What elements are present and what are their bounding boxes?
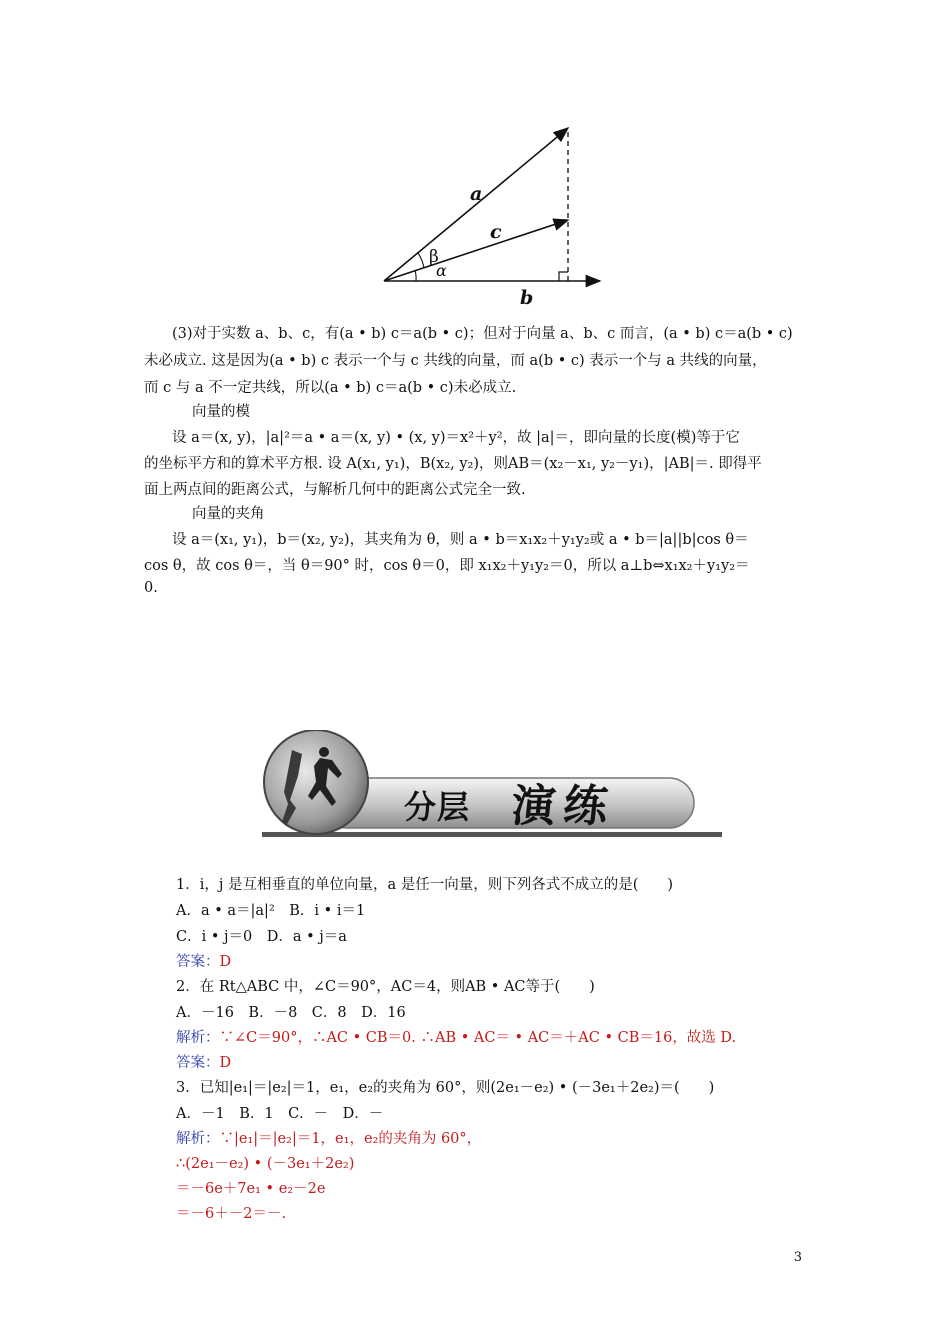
banner-graphic [262,730,722,842]
section1-line1: (3)对于实数 a、b、c，有(a • b) c＝a(b • c)；但对于向量 a、b、c 而言，(a • b) c＝a(b • c) [172,326,793,342]
vector-diagram [378,118,610,314]
question-3-solution-4: ＝－6＋－2＝－. [176,1206,287,1222]
vector-c-arrow [384,220,568,281]
question-2-solution [176,1026,736,1047]
right-angle-marker [559,272,568,281]
question-2-options: A．－16 B．－8 C．8 D．16 [176,1005,406,1021]
section3-line2: cos θ，故 cos θ＝，当 θ＝90° 时，cos θ＝0，即 x₁x₂＋y₁y₂＝0，所以 a⊥b⇔x₁x₂＋y₁y₂＝ [144,558,750,574]
question-3-options: A．－1 B．1 C．－ D．－ [176,1106,384,1122]
page-number: 3 [793,1250,802,1265]
solution-text: ∵|e₁|＝|e₂|＝1，e₁，e₂的夹角为 60°， [219,1131,482,1147]
section2-heading: 向量的模 [192,404,250,420]
question-2: 2．在 Rt△ABC 中，∠C＝90°，AC＝4，则AB • AC等于( ) [176,979,595,995]
banner-text-big: 演练 [508,781,619,832]
question-2-answer [176,1051,231,1072]
angle-beta-arc [418,253,424,268]
question-1-options-ab: A．a • a＝|a|² B．i • i＝1 [176,903,366,919]
section3-line1: 设 a＝(x₁, y₁)，b＝(x₂, y₂)，其夹角为 θ，则 a • b＝x₁x₂＋y₁y₂或 a • b＝|a||b|cos θ＝ [172,532,749,548]
question-3-solution-1 [176,1127,481,1148]
answer-label: 答案： [176,954,220,970]
section1-line2: 未必成立. 这是因为(a • b) c 表示一个与 c 共线的向量，而 a(b • c) 表示一个与 a 共线的向量， [144,353,767,369]
label-c: c [490,221,502,243]
question-3: 3．已知|e₁|＝|e₂|＝1，e₁，e₂的夹角为 60°，则(2e₁－e₂) • (－3e₁＋2e₂)＝( ) [176,1080,715,1096]
label-beta: β [429,247,439,267]
solution-text: ∵∠C＝90°，∴AC • CB＝0. ∴AB • AC＝ • AC＝＋AC • CB＝16，故选 D. [219,1030,737,1046]
section2-line1: 设 a＝(x, y)，|a|²＝a • a＝(x, y) • (x, y)＝x²＋y²，故 |a|＝，即向量的长度(模)等于它 [172,430,740,446]
label-b: b [520,287,534,309]
question-1-answer [176,950,231,971]
question-3-solution-2: ∴(2e₁－e₂) • (－3e₁＋2e₂) [176,1156,355,1172]
question-1: 1．i，j 是互相垂直的单位向量，a 是任一向量，则下列各式不成立的是( ) [176,877,674,893]
section1-line3: 而 c 与 a 不一定共线，所以(a • b) c＝a(b • c)未必成立. [144,380,517,396]
banner-text-small: 分层 [404,788,471,826]
answer-label: 答案： [176,1055,220,1071]
label-alpha: α [436,261,447,280]
section2-line3: 面上两点间的距离公式，与解析几何中的距离公式完全一致. [144,482,526,498]
section2-line2: 的坐标平方和的算术平方根. 设 A(x₁, y₁)，B(x₂, y₂)，则AB＝(x₂－x₁, y₂－y₁)，|AB|＝. 即得平 [144,456,762,472]
angle-alpha-arc [415,270,416,281]
solution-label: 解析： [176,1030,220,1046]
label-a: a [470,183,483,205]
section3-heading: 向量的夹角 [192,506,265,522]
section3-line3: 0. [144,580,158,596]
section-banner [262,730,722,842]
solution-label: 解析： [176,1131,220,1147]
answer-value: D [219,1055,232,1071]
question-3-solution-3: ＝－6e＋7e₁ • e₂－2e [176,1181,326,1197]
answer-value: D [219,954,232,970]
question-1-options-cd: C．i • j＝0 D．a • j＝a [176,929,347,945]
